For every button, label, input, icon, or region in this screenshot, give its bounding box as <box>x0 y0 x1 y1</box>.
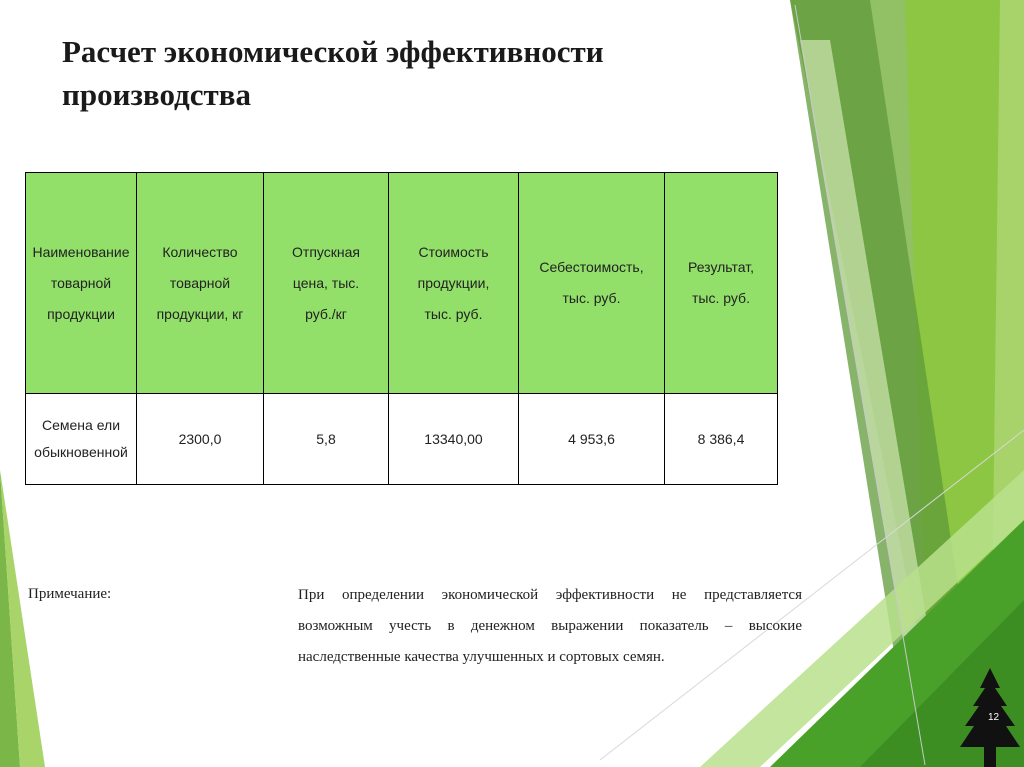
table-header-row <box>26 173 778 394</box>
note-label: Примечание: <box>28 586 112 602</box>
header-result: Результат, тыс. руб. <box>665 173 778 394</box>
page-number: 12 <box>988 712 1000 723</box>
cell-quantity: 2300,0 <box>137 394 264 485</box>
cell-product-name: Семена ели обыкновенной <box>26 394 137 485</box>
note-text: При определении экономической эффективности не представляется возможным учесть в денежном выражении показатель – высокие наследственные качества улучшенных и сортовых семян. <box>298 587 802 665</box>
header-price: Отпускная цена, тыс. руб./кг <box>264 173 389 394</box>
header-cost: Себестоимость, тыс. руб. <box>519 173 665 394</box>
cell-value: 13340,00 <box>389 394 519 485</box>
cell-cost: 4 953,6 <box>519 394 665 485</box>
header-value: Стоимость продукции, тыс. руб. <box>389 173 519 394</box>
cell-result: 8 386,4 <box>665 394 778 485</box>
header-product-name: Наименование товарной продукции <box>26 173 137 394</box>
header-quantity: Количество товарной продукции, кг <box>137 173 264 394</box>
cell-price: 5,8 <box>264 394 389 485</box>
slide-title: Расчет экономической эффективности производства <box>62 34 604 112</box>
economics-table <box>25 172 778 485</box>
table-row <box>26 394 778 485</box>
